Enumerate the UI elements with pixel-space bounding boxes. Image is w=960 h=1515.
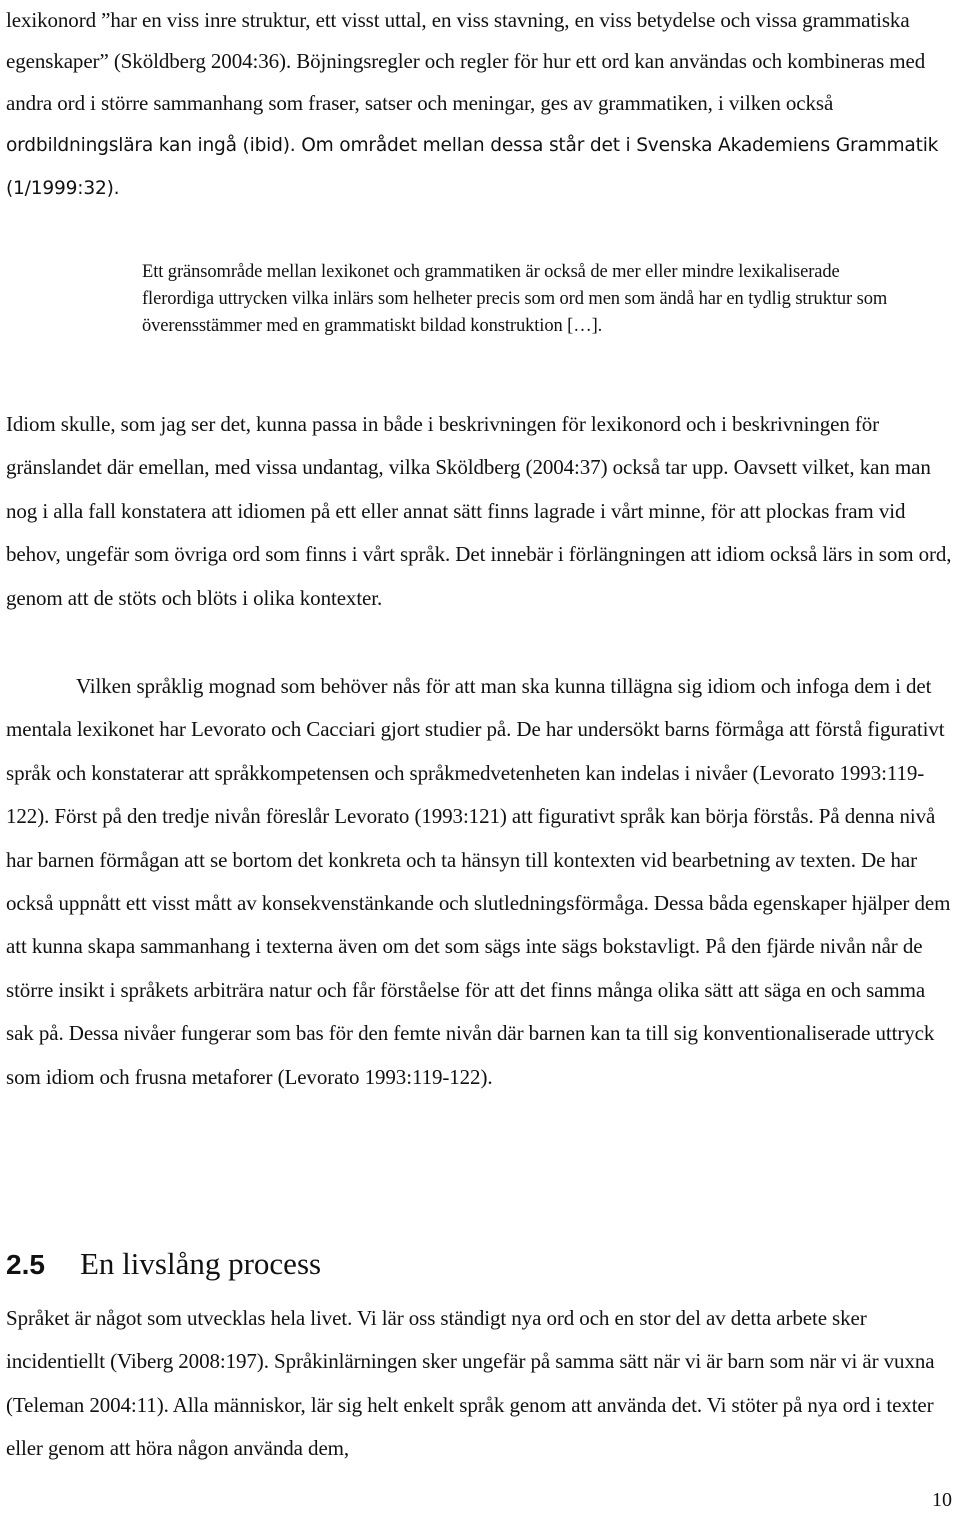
paragraph-text-sans: ordbildningslära kan ingå (ibid). Om området mellan dessa står det i Svenska Akademiens Grammatik (1/1999:32). (6, 135, 939, 199)
section-number: 2.5 (6, 1249, 45, 1280)
page-number: 10 (932, 1489, 952, 1511)
paragraph-idiom-storage: Idiom skulle, som jag ser det, kunna passa in både i beskrivningen för lexikonord och i beskrivningen för gränslandet där emellan, med vissa undantag, vilka Sköldberg (2004:37) också tar upp. Oavsett vilket, kan man nog i alla fall konstatera att idiomen på ett eller annat sätt finns lagrade i vårt minne, för att plockas fram vid behov, ungefär som övriga ord som finns i vårt språk. Det innebär i förlängningen att idiom också lärs in som ord, genom att de stöts och blöts i olika kontexter. (6, 412, 952, 610)
paragraph-lexicon-definition (6, 0, 956, 209)
paragraph-language-maturity: Vilken språklig mognad som behöver nås för att man ska kunna tillägna sig idiom och infoga dem i det mentala lexikonet har Levorato och Cacciari gjort studier på. De har undersökt barns förmåga att förstå figurativt språk och konstaterar att språkkompetensen och språkmedvetenheten kan indelas i nivåer (Levorato 1993:119-122). Först på den tredje nivån föreslår Levorato (1993:121) att figurativt språk kan börja förstås. På denna nivå har barnen förmågan att se bortom det konkreta och ta hänsyn till kontexten vid bearbetning av texten. De har också uppnått ett visst mått av konsekvenstänkande och slutledningsförmåga. Dessa båda egenskaper hjälper dem att kunna skapa sammanhang i texterna även om det som sägs inte sägs bokstavligt. På den fjärde nivån når de större insikt i språkets arbiträra natur och får förståelse för att det finns många olika sätt att säga en och samma sak på. Dessa nivåer fungerar som bas för den femte nivån där barnen kan ta till sig konventionaliserade uttryck som idiom och frusna metaforer (Levorato 1993:119-122). (6, 674, 951, 1089)
section-heading (6, 1240, 321, 1289)
paragraph-text: lexikonord ”har en viss inre struktur, ett visst uttal, en viss stavning, en viss betydelse och vissa grammatiska egenskaper” (Sköldberg 2004:36). Böjningsregler och regler för hur ett ord kan användas och kombineras med andra ord i större sammanhang som fraser, satser och meningar, ges av grammatiken, i vilken också (6, 8, 926, 115)
paragraph-lifelong-process: Språket är något som utvecklas hela livet. Vi lär oss ständigt nya ord och en stor del av detta arbete sker incidentiellt (Viberg 2008:197). Språkinlärningen sker ungefär på samma sätt när vi är barn som när vi är vuxna (Teleman 2004:11). Alla människor, lär sig helt enkelt språk genom att använda det. Vi stöter på nya ord i texter eller genom att höra någon använda dem, (6, 1306, 935, 1461)
block-quote: Ett gränsområde mellan lexikonet och grammatiken är också de mer eller mindre lexikaliserade flerordiga uttrycken vilka inlärs som helheter precis som ord men som ändå har en tydlig struktur som överensstämmer med en grammatiskt bildad konstruktion […]. (142, 262, 888, 336)
section-title: En livslång process (80, 1246, 322, 1281)
